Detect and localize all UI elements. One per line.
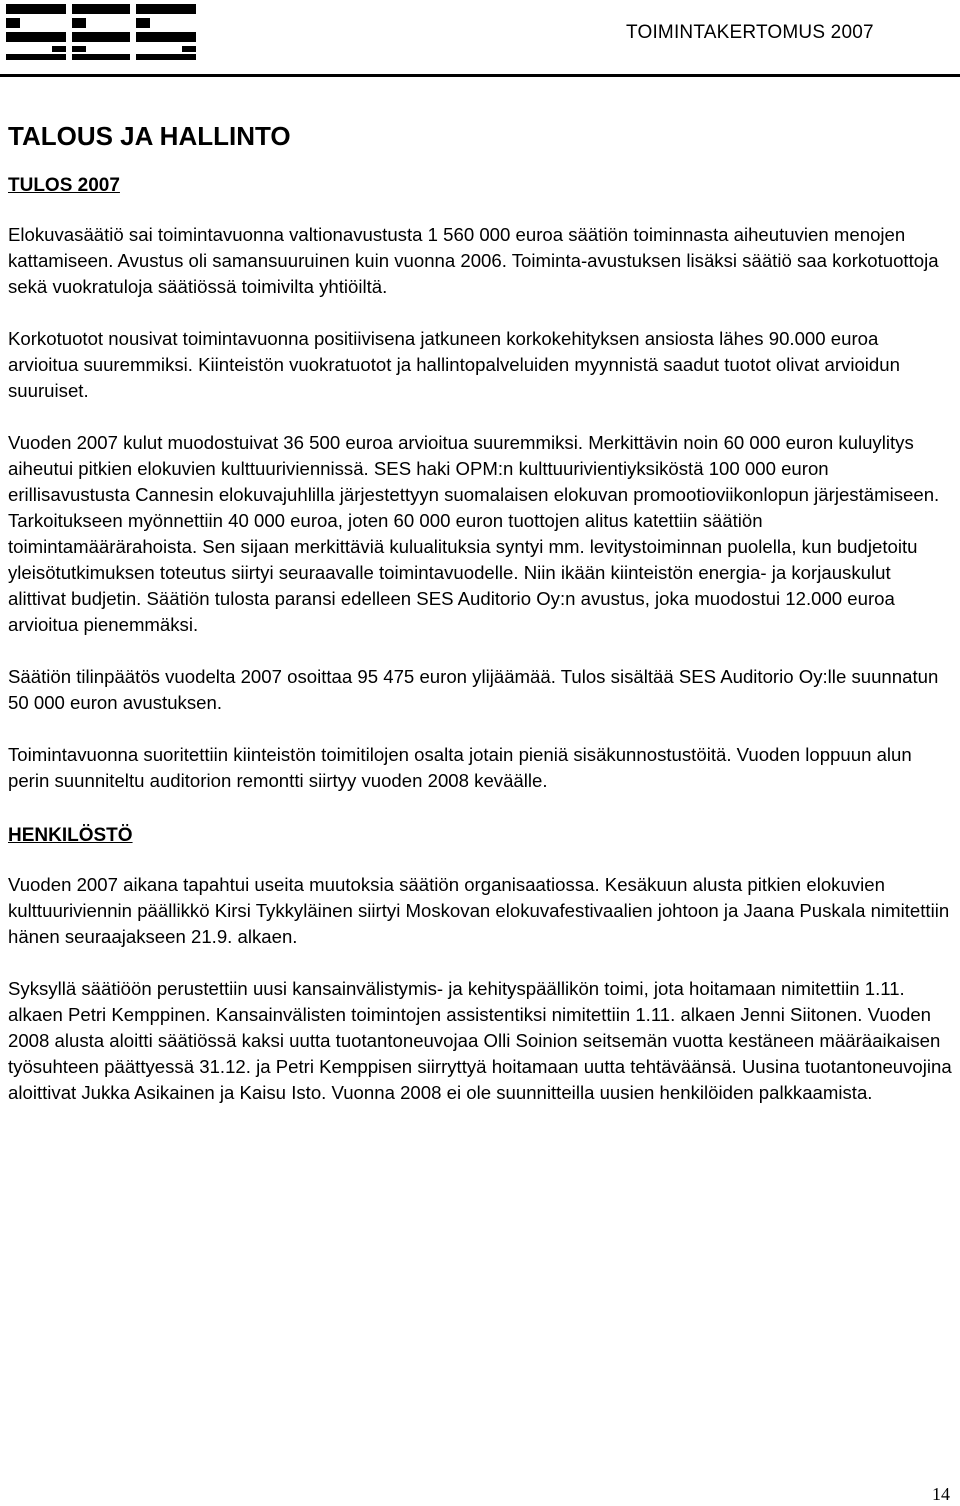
paragraph: Säätiön tilinpäätös vuodelta 2007 osoittaa 95 475 euron ylijäämää. Tulos sisältää SES Auditorio Oy:lle suunnatun 50 000 euron avustuksen.: [8, 666, 939, 713]
header-rule: [0, 74, 960, 77]
page-heading: TALOUS JA HALLINTO: [8, 121, 291, 151]
page-header: [0, 0, 960, 80]
ses-logo-graphic: [6, 2, 196, 60]
section-title-henkilosto: HENKILÖSTÖ: [8, 825, 133, 846]
paragraph: Elokuvasäätiö sai toimintavuonna valtionavustusta 1 560 000 euroa säätiön toiminnasta aiheutuvien menojen kattamiseen. Avustus oli samansuuruinen kuin vuonna 2006. Toiminta-avustuksen lisäksi säätiö saa korkotuottoja sekä vuokratuloja säätiössä toimivilta yhtiöiltä.: [8, 224, 939, 297]
paragraph: Toimintavuonna suoritettiin kiinteistön toimitilojen osalta jotain pieniä sisäkunnostustöitä. Vuoden loppuun alun perin suunniteltu auditorion remontti siirtyy vuoden 2008 keväälle.: [8, 744, 912, 791]
document-title: TOIMINTAKERTOMUS 2007: [626, 22, 874, 43]
ses-logo: [6, 2, 196, 60]
paragraph: Syksyllä säätiöön perustettiin uusi kansainvälistymis- ja kehityspäällikön toimi, jota hoitamaan nimitettiin 1.11. alkaen Petri Kemppinen. Kansainvälisten toimintojen assistentiksi nimitettiin 1.11. alkaen Jenni Siitonen. Vuoden 2008 alusta aloitti säätiössä kaksi uutta tuotantoneuvojaa Olli Soinion seitsemän vuotta kestäneen määräaikaisen työsuhteen päättyessä 31.12. ja Petri Kemppisen siirryttyä hoitamaan uutta tehtäväänsä. Uusina tuotantoneuvojina aloittivat Jukka Asikainen ja Kaisu Isto. Vuonna 2008 ei ole suunnitteilla uusien henkilöiden palkkaamista.: [8, 978, 952, 1103]
paragraph: Vuoden 2007 aikana tapahtui useita muutoksia säätiön organisaatiossa. Kesäkuun alusta pitkien elokuvien kulttuuriviennin päällikkö Kirsi Tykkyläinen siirtyi Moskovan elokuvafestivaalien johtoon ja Jaana Puskala nimitettiin hänen seuraajakseen 21.9. alkaen.: [8, 874, 950, 947]
document-body: [8, 118, 952, 1106]
page-number: 14: [932, 1484, 950, 1504]
section-title-tulos: TULOS 2007: [8, 175, 120, 196]
paragraph: Vuoden 2007 kulut muodostuivat 36 500 euroa arvioitua suuremmiksi. Merkittävin noin 60 000 euron kuluylitys aiheutui pitkien elokuvien kulttuuriviennissä. SES haki OPM:n kulttuurivientiyksiköstä 100 000 euron erillisavustusta Cannesin elokuvajuhlilla järjestettyyn suomalaisen elokuvan promootioviikonlopun järjestämiseen. Tarkoitukseen myönnettiin 40 000 euroa, joten 60 000 euron tuottojen alitus katettiin säätiön toimintamäärärahoista. Sen sijaan merkittäviä kulualituksia syntyi mm. levitystoiminnan puolella, kun budjetoitu yleisötutkimuksen toteutus siirtyi seuraavalle toimintavuodelle. Niin ikään kiinteistön energia- ja korjauskulut alittivat budjetin. Säätiön tulosta paransi edelleen SES Auditorio Oy:n avustus, joka muodostui 12.000 euroa arvioitua pienemmäksi.: [8, 432, 940, 635]
paragraph: Korkotuotot nousivat toimintavuonna positiivisena jatkuneen korkokehityksen ansiosta lähes 90.000 euroa arvioitua suuremmiksi. Kiinteistön vuokratuotot ja hallintopalveluiden myynnistä saadut tuotot olivat arvioidun suuruiset.: [8, 328, 900, 401]
